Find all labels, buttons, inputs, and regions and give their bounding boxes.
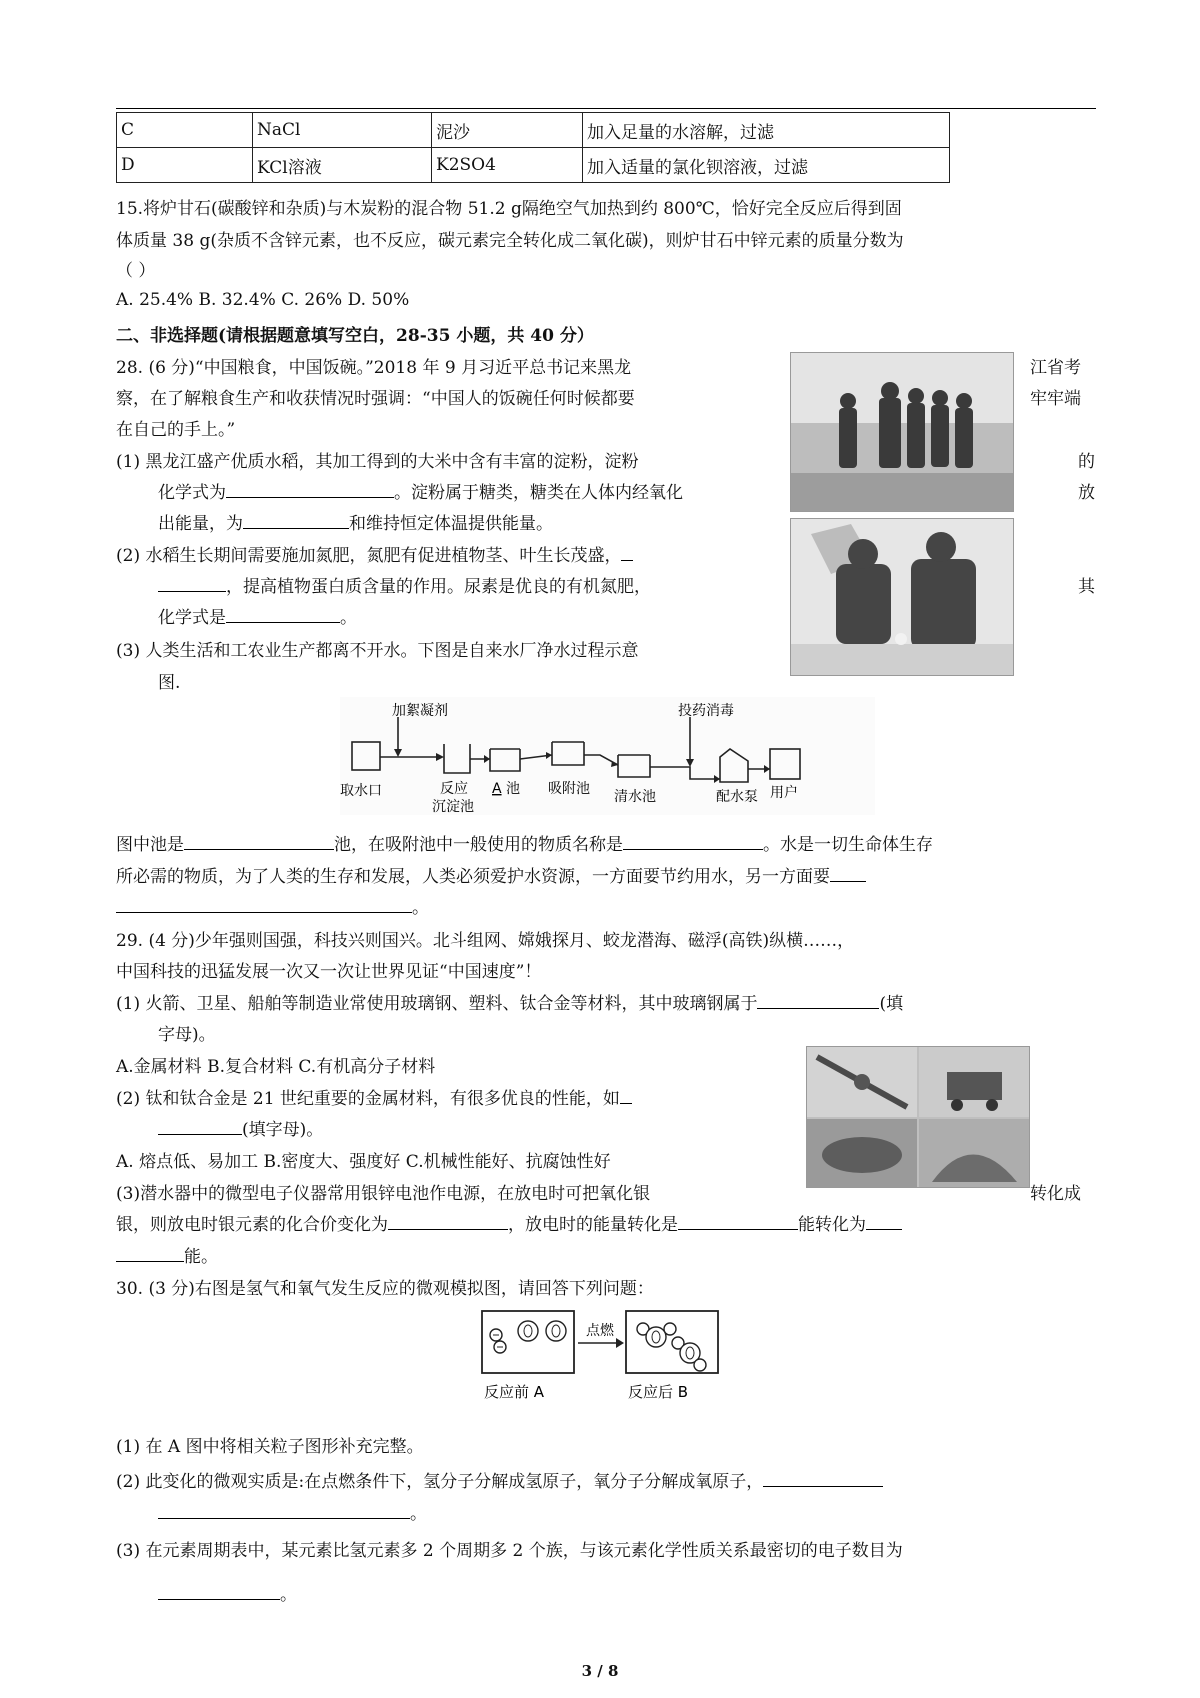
q30-intro: 30. (3 分)右图是氢气和氧气发生反应的微观模拟图，请回答下列问题： [116, 1279, 654, 1299]
table-cell-method: 加入足量的水溶解，过滤 [583, 113, 950, 148]
q28-text: 。淀粉属于糖类，糖类在人体内经氧化 [394, 483, 683, 503]
q28-text: ，提高植物蛋白质含量的作用。尿素是优良的有机氮肥， [226, 577, 651, 597]
answer-blank[interactable] [243, 512, 349, 529]
q29-text: (2) 钛和钛合金是 21 世纪重要的金属材料，有很多优良的性能，如 [116, 1089, 620, 1109]
reaction-after-label: 反应后 B [628, 1383, 689, 1401]
answer-blank[interactable] [158, 1583, 280, 1600]
flow-label-disinfect: 投药消毒 [678, 703, 734, 719]
q28-text: 图中池是 [116, 835, 184, 855]
q28-text: 化学式是 [158, 608, 226, 628]
answer-blank[interactable] [116, 1245, 184, 1262]
answer-blank[interactable] [866, 1213, 902, 1230]
answer-blank[interactable] [158, 1502, 410, 1519]
q29-part3-line2 [116, 1210, 902, 1235]
q29-part1-line1 [116, 989, 903, 1014]
table-cell-method: 加入适量的氯化钡溶液，过滤 [583, 148, 950, 183]
q28-part1-line2 [158, 478, 683, 503]
q28-text: 所必需的物质，为了人类的生存和发展，人类必须爱护水资源，一方面要节约用水，另一方面要 [116, 867, 830, 887]
photo-rice-examination [790, 518, 1014, 676]
q28-part3-line1: (3) 人类生活和工农业生产都离不开水。下图是自来水厂净水过程示意 [116, 641, 639, 661]
q28-text: 和维持恒定体温提供能量。 [349, 514, 553, 534]
answer-blank[interactable] [158, 575, 226, 592]
answer-blank[interactable] [620, 1087, 632, 1104]
q30-text: 。 [410, 1504, 427, 1524]
answer-blank[interactable] [763, 1470, 883, 1487]
q29-part2-options: A. 熔点低、易加工 B.密度大、强度好 C.机械性能好、抗腐蚀性好 [116, 1152, 611, 1172]
q15-line2: 体质量 38 g(杂质不含锌元素，也不反应，碳元素完全转化成二氧化碳)，则炉甘石中锌元素的质量分数为 [116, 231, 904, 251]
flow-label-a-pool: 池 [506, 781, 520, 797]
water-treatment-flow [340, 697, 875, 815]
q30-part2-line1 [116, 1467, 883, 1492]
q28-part1-line2-end: 放 [1078, 483, 1095, 503]
q29-text: 银，则放电时银元素的化合价变化为 [116, 1215, 388, 1235]
reaction-arrow-label: 点燃 [586, 1323, 614, 1339]
q28-intro-line1: 28. (6 分)“中国粮食，中国饭碗。”2018 年 9 月习近平总书记来黑龙 [116, 358, 632, 378]
flow-label-pump: 配水泵 [716, 789, 758, 805]
q29-text: ，放电时的能量转化是 [508, 1215, 678, 1235]
q29-text: (1) 火箭、卫星、船舶等制造业常使用玻璃钢、塑料、钛合金等材料，其中玻璃钢属于 [116, 994, 758, 1014]
hydrogen-oxygen-reaction-diagram [478, 1307, 728, 1407]
q30-text: (2) 此变化的微观实质是:在点燃条件下，氢分子分解成氢原子，氧分子分解成氧原子， [116, 1472, 764, 1492]
q28-text: 。水是一切生命体生存 [763, 835, 933, 855]
q29-part2-line1 [116, 1084, 632, 1109]
q28-part1-line1-end: 的 [1078, 452, 1095, 472]
answer-blank[interactable] [830, 865, 866, 882]
table-cell-option: C [117, 113, 253, 148]
options-table [116, 112, 950, 183]
q29-text: 能转化为 [798, 1215, 866, 1235]
q30-text: 。 [280, 1585, 297, 1605]
q28-text: 池，在吸附池中一般使用的物质名称是 [334, 835, 623, 855]
q29-part3-line1-end: 转化成 [1030, 1184, 1081, 1204]
q29-intro-line1: 29. (4 分)少年强则国强，科技兴则国兴。北斗组网、嫦娥探月、蛟龙潜海、磁浮(高铁)纵横……， [116, 931, 855, 951]
q28-text: 。 [340, 608, 357, 628]
q30-part3-line2 [158, 1580, 297, 1605]
q28-intro-line2-end: 牢牢端 [1030, 389, 1081, 409]
answer-blank[interactable] [184, 833, 334, 850]
q28-part1-line3 [158, 509, 553, 534]
q28-text: 。 [412, 898, 429, 918]
q30-part3-line1: (3) 在元素周期表中，某元素比氢元素多 2 个周期多 2 个族，与该元素化学性质关系最密切的电子数目为 [116, 1541, 903, 1561]
photo-tech-collage-image [807, 1047, 1029, 1187]
q28-text: 化学式为 [158, 483, 226, 503]
q28-text: (2) 水稻生长期间需要施加氮肥，氮肥有促进植物茎、叶生长茂盛， [116, 546, 622, 566]
q29-part3-line3 [116, 1242, 218, 1267]
answer-blank[interactable] [226, 606, 340, 623]
section-heading: 二、非选择题(请根据题意填写空白，28-35 小题，共 40 分） [116, 326, 594, 346]
q28-part1-line1: (1) 黑龙江盛产优质水稻，其加工得到的大米中含有丰富的淀粉，淀粉 [116, 452, 639, 472]
q29-part2-line2 [158, 1115, 323, 1140]
answer-blank[interactable] [388, 1213, 508, 1230]
q15-line3: （ ） [116, 261, 156, 281]
water-treatment-diagram [340, 697, 875, 815]
answer-blank[interactable] [623, 833, 763, 850]
page-number: 3 / 8 [581, 1662, 619, 1680]
reaction-model [478, 1307, 728, 1407]
q29-part3-line1: (3)潜水器中的微型电子仪器常用银锌电池作电源，在放电时可把氧化银 [116, 1184, 651, 1204]
flow-label-clear-water: 清水池 [614, 789, 656, 805]
photo-field-inspection [790, 352, 1014, 512]
q28-part2-line3 [158, 603, 357, 628]
q28-intro-line3: 在自己的手上。” [116, 420, 236, 440]
header-rule [116, 108, 1096, 109]
flow-label-adsorption: 吸附池 [548, 781, 590, 797]
q28-part2-line2 [158, 572, 651, 597]
q29-text: (填 [879, 994, 904, 1014]
answer-blank[interactable] [678, 1213, 798, 1230]
q29-part1-options: A.金属材料 B.复合材料 C.有机高分子材料 [116, 1057, 436, 1077]
q28-text: 出能量，为 [158, 514, 243, 534]
q29-text: (填字母)。 [242, 1120, 324, 1140]
photo-tech-collage [806, 1046, 1030, 1188]
table-cell-substance: NaCl [253, 113, 432, 148]
flow-label-flocculant: 加絮凝剂 [392, 703, 448, 719]
reaction-before-label: 反应前 A [484, 1383, 545, 1401]
answer-blank[interactable] [226, 481, 394, 498]
q28-part2-line2-end: 其 [1078, 577, 1095, 597]
photo-rice-examination-image [791, 519, 1013, 675]
q28-after-line2 [116, 862, 866, 887]
q29-intro-line2: 中国科技的迅猛发展一次又一次让世界见证“中国速度”！ [116, 962, 542, 982]
q28-part2-line1 [116, 541, 633, 566]
q30-part2-line2 [158, 1499, 427, 1524]
table-row [117, 148, 950, 183]
q28-part3-line2: 图. [158, 673, 181, 693]
table-row [117, 113, 950, 148]
q28-intro-line1-end: 江省考 [1030, 358, 1081, 378]
q30-part1: (1) 在 A 图中将相关粒子图形补充完整。 [116, 1437, 424, 1457]
photo-field-inspection-image [791, 353, 1013, 511]
flow-label-sedimentation: 沉淀池 [432, 799, 474, 815]
q28-after-line3 [116, 893, 429, 918]
q15-line1: 15.将炉甘石(碳酸锌和杂质)与木炭粉的混合物 51.2 g隔绝空气加热到约 800℃，恰好完全反应后得到固 [116, 199, 902, 219]
answer-blank[interactable] [621, 544, 633, 561]
q28-after-line1 [116, 830, 933, 855]
q28-intro-line2: 察，在了解粮食生产和收获情况时强调：“中国人的饭碗任何时候都要 [116, 389, 635, 409]
table-cell-impurity: K2SO4 [432, 148, 583, 183]
flow-label-a: A [492, 781, 502, 797]
answer-blank[interactable] [158, 1118, 242, 1135]
q29-text: 能。 [184, 1247, 218, 1267]
answer-blank[interactable] [116, 896, 412, 913]
table-cell-substance: KCl溶液 [253, 148, 432, 183]
q15-options: A. 25.4% B. 32.4% C. 26% D. 50% [116, 290, 410, 310]
flow-label-reaction: 反应 [440, 781, 468, 797]
table-cell-option: D [117, 148, 253, 183]
flow-label-user: 用户 [770, 785, 798, 801]
flow-label-intake: 取水口 [340, 783, 382, 799]
answer-blank[interactable] [757, 992, 879, 1009]
q29-part1-line2: 字母)。 [158, 1025, 216, 1045]
table-cell-impurity: 泥沙 [432, 113, 583, 148]
